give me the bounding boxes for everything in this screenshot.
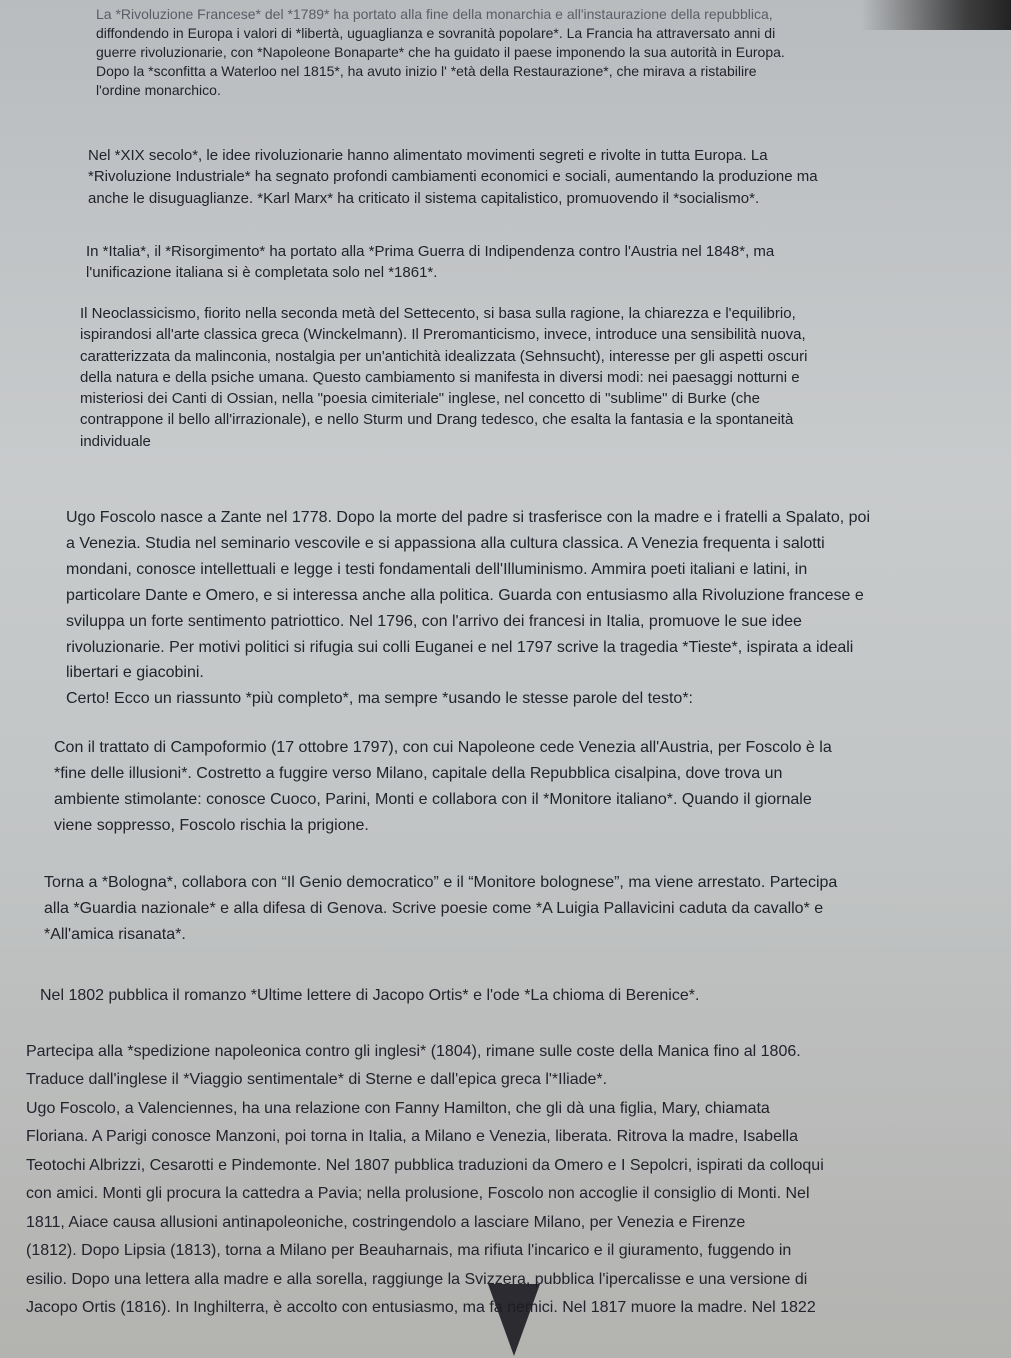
text-line: *All'amica risanata*. xyxy=(44,925,186,943)
text-line: Il Neoclassicismo, fiorito nella seconda metà del Settecento, si basa sulla ragione, la chiarezza e l'equilibrio, xyxy=(80,305,796,322)
text-line: *Rivoluzione Industriale* ha segnato profondi cambiamenti economici e sociali, aumentando la produzione ma xyxy=(88,168,818,186)
text-line: a Venezia. Studia nel seminario vescovile e si appassiona alla cultura classica. A Venezia frequenta i salotti xyxy=(66,534,825,552)
paragraph-foscolo-youth xyxy=(66,505,976,712)
text-line: Nel *XIX secolo*, le idee rivoluzionarie hanno alimentato movimenti segreti e rivolte in tutta Europa. La xyxy=(88,147,768,164)
text-line: alla *Guardia nazionale* e alla difesa di Genova. Scrive poesie come *A Luigia Pallavicini caduta da cavallo* e xyxy=(44,899,824,917)
text-line: rivoluzionarie. Per motivi politici si rifugia sui colli Euganei e nel 1797 scrive la tragedia *Tieste*, ispirata a ideali xyxy=(66,638,854,656)
text-line: caratterizzata da malinconia, nostalgia per un'antichità idealizzata (Sehnsucht), interesse per gli aspetti oscuri xyxy=(80,347,808,365)
text-line: Teotochi Albrizzi, Cesarotti e Pindemonte. Nel 1807 pubblica traduzioni da Omero e I Sepolcri, ispirati da colloqui xyxy=(26,1156,824,1174)
text-line: Ugo Foscolo, a Valenciennes, ha una relazione con Fanny Hamilton, che gli dà una figlia, Mary, chiamata xyxy=(26,1099,770,1117)
paragraph-neoclassicismo xyxy=(80,303,960,452)
text-line: Torna a *Bologna*, collabora con “Il Genio democratico” e il “Monitore bolognese”, ma viene arrestato. Partecipa xyxy=(44,874,838,891)
text-line: Nel 1802 pubblica il romanzo *Ultime lettere di Jacopo Ortis* e l'ode *La chioma di Berenice*. xyxy=(40,987,700,1004)
text-line: *fine delle illusioni*. Costretto a fuggire verso Milano, capitale della Repubblica cisalpina, dove trova un xyxy=(54,764,783,782)
text-line: libertari e giacobini. xyxy=(66,664,204,682)
text-line: con amici. Monti gli procura la cattedra a Pavia; nella prolusione, Foscolo non accoglie il consiglio di Monti. Nel xyxy=(26,1185,810,1203)
text-line: l'ordine monarchico. xyxy=(96,82,221,99)
text-line: sviluppa un forte sentimento patriottico. Nel 1796, con l'arrivo dei francesi in Italia, promuove le sue idee xyxy=(66,612,802,630)
text-line: ispirandosi all'arte classica greca (Winckelmann). Il Preromanticismo, invece, introduce una sensibilità nuova, xyxy=(80,326,806,344)
text-line: particolare Dante e Omero, e si interessa anche alla politica. Guarda con entusiasmo alla Rivoluzione francese e xyxy=(66,586,864,604)
paragraph-campoformio xyxy=(54,735,974,839)
text-line: misteriosi dei Canti di Ossian, nella "poesia cimiteriale" inglese, nel concetto di "sublime" di Burke (che xyxy=(80,390,760,408)
paragraph-risorgimento xyxy=(86,241,946,284)
text-line: Jacopo Ortis (1816). In Inghilterra, è accolto con entusiasmo, ma fa nemici. Nel 1817 muore la madre. Nel 1822 xyxy=(26,1299,816,1317)
text-line: della natura e della psiche umana. Questo cambiamento si manifesta in diversi modi: nei paesaggi notturni e xyxy=(80,368,800,386)
text-line: viene soppresso, Foscolo rischia la prigione. xyxy=(54,816,369,834)
text-line: 1811, Aiace causa allusioni antinapoleoniche, costringendolo a lasciare Milano, per Venezia e Firenze xyxy=(26,1213,746,1231)
text-line: Ugo Foscolo nasce a Zante nel 1778. Dopo la morte del padre si trasferisce con la madre e i fratelli a Spalato, poi xyxy=(66,509,870,526)
text-line: In *Italia*, il *Risorgimento* ha portato alla *Prima Guerra di Indipendenza contro l'Austria nel 1848*, ma xyxy=(86,243,775,260)
text-line: Con il trattato di Campoformio (17 ottobre 1797), con cui Napoleone cede Venezia all'Austria, per Foscolo è la xyxy=(54,739,832,756)
text-line: Floriana. A Parigi conosce Manzoni, poi torna in Italia, a Milano e Venezia, liberata. Ritrova la madre, Isabella xyxy=(26,1128,798,1146)
text-line: guerre rivoluzionarie, con *Napoleone Bonaparte* che ha guidato il paese imponendo la sua autorità in Europa. xyxy=(96,44,785,61)
text-line: Dopo la *sconfitta a Waterloo nel 1815*, ha avuto inizio l' *età della Restaurazione*, che mirava a ristabilire xyxy=(96,63,757,80)
text-line: Partecipa alla *spedizione napoleonica contro gli inglesi* (1804), rimane sulle coste della Manica fino al 1806. xyxy=(26,1043,801,1060)
text-line: diffondendo in Europa i valori di *libertà, uguaglianza e sovranità popolare*. La Francia ha attraversato anni di xyxy=(96,25,776,42)
paragraph-french-revolution xyxy=(96,5,936,100)
paragraph-bologna xyxy=(44,870,994,948)
paragraph-ortis xyxy=(40,983,990,1009)
pen-mark-v xyxy=(488,1284,540,1356)
text-line: ambiente stimolante: conosce Cuoco, Parini, Monti e collabora con il *Monitore italiano*. Quando il giornale xyxy=(54,790,812,808)
text-line: Traduce dall'inglese il *Viaggio sentimentale* di Sterne e dall'epica greca l'*Iliade*. xyxy=(26,1071,608,1089)
paragraph-later-life xyxy=(26,1038,1006,1323)
text-line: contrappone il bello all'irrazionale), e nello Sturm und Drang tedesco, che esalta la fantasia e la spontaneità xyxy=(80,411,794,429)
text-line: l'unificazione italiana si è completata solo nel *1861*. xyxy=(86,264,438,282)
text-line: Certo! Ecco un riassunto *più completo*, ma sempre *usando le stesse parole del testo*: xyxy=(66,690,693,708)
text-line: individuale xyxy=(80,432,151,450)
paragraph-xix-secolo xyxy=(88,145,948,209)
text-line: La *Rivoluzione Francese* del *1789* ha portato alla fine della monarchia e all'instaurazione della repubblica, xyxy=(96,6,773,22)
text-line: mondani, conosce intellettuali e legge i testi fondamentali dell'Illuminismo. Ammira poeti italiani e latini, in xyxy=(66,560,808,578)
text-line: (1812). Dopo Lipsia (1813), torna a Milano per Beauharnais, ma rifiuta l'incarico e il giuramento, fuggendo in xyxy=(26,1242,792,1260)
text-line: esilio. Dopo una lettera alla madre e alla sorella, raggiunge la Svizzera, pubblica l'ipercalisse e una versione di xyxy=(26,1270,808,1288)
text-line: anche le disuguaglianze. *Karl Marx* ha criticato il sistema capitalistico, promuovendo il *socialismo*. xyxy=(88,189,760,207)
